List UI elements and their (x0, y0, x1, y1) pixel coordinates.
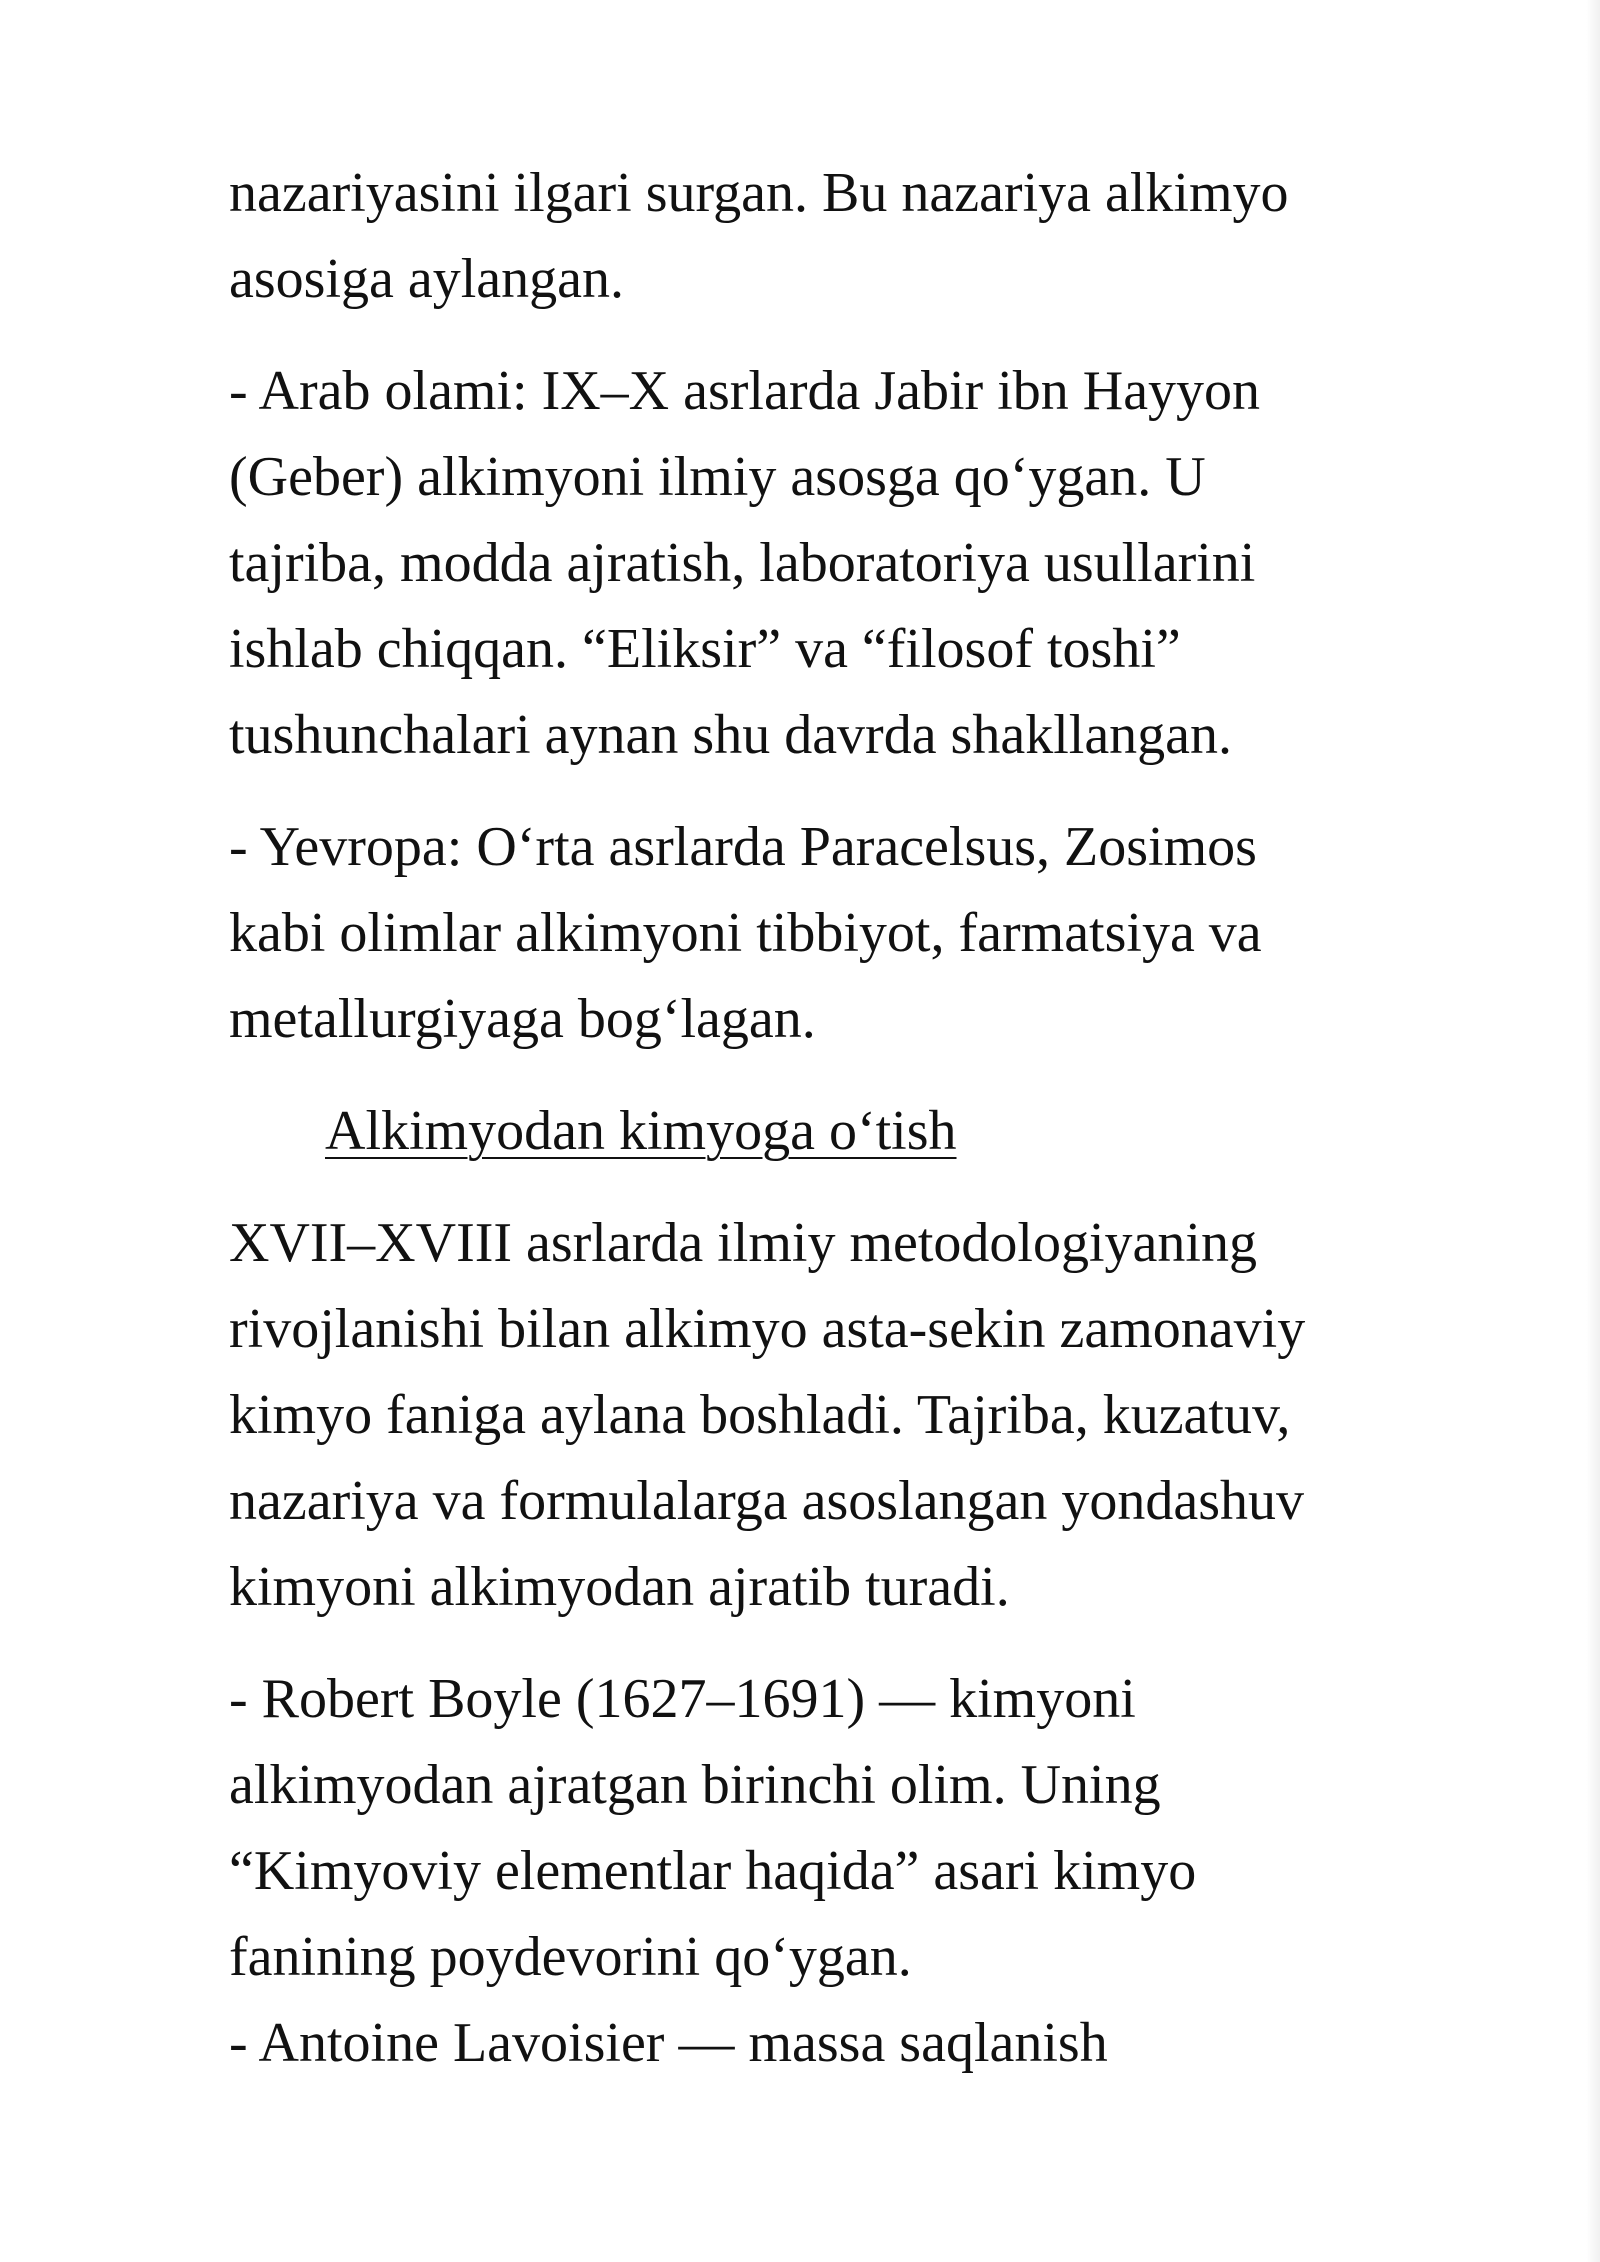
text-line: tajriba, modda ajratish, laboratoriya usullarini (229, 532, 1256, 594)
text-line: - Antoine Lavoisier — massa saqlanish (229, 2012, 1108, 2074)
text-line: nazariya va formulalarga asoslangan yondashuv (229, 1470, 1305, 1532)
section-heading (229, 1088, 1489, 1174)
document-body (229, 150, 1489, 2112)
text-line: “Kimyoviy elementlar haqida” asari kimyo (229, 1840, 1197, 1902)
paragraph-arab-world (229, 348, 1489, 778)
text-line: metallurgiyaga bog‘lagan. (229, 988, 816, 1050)
paragraph-transition (229, 1200, 1489, 1630)
text-line: kabi olimlar alkimyoni tibbiyot, farmatsiya va (229, 902, 1262, 964)
text-line: rivojlanishi bilan alkimyo asta-sekin zamonaviy (229, 1298, 1306, 1360)
text-line: tushunchalari aynan shu davrda shakllangan. (229, 704, 1233, 766)
text-line: - Robert Boyle (1627–1691) — kimyoni (229, 1668, 1136, 1730)
paragraph-boyle (229, 1656, 1489, 2000)
paragraph-theory (229, 150, 1489, 322)
text-line: - Arab olami: IX–X asrlarda Jabir ibn Hayyon (229, 360, 1261, 422)
page-edge-shadow (1586, 0, 1600, 2262)
text-line: kimyo faniga aylana boshladi. Tajriba, kuzatuv, (229, 1384, 1291, 1446)
text-line: alkimyodan ajratgan birinchi olim. Uning (229, 1754, 1161, 1816)
text-line: nazariyasini ilgari surgan. Bu nazariya alkimyo (229, 162, 1289, 224)
text-line: kimyoni alkimyodan ajratib turadi. (229, 1556, 1010, 1618)
text-line: (Geber) alkimyoni ilmiy asosga qo‘ygan. U (229, 446, 1206, 508)
text-line: asosiga aylangan. (229, 248, 624, 310)
section-heading-text: Alkimyodan kimyoga o‘tish (325, 1100, 957, 1162)
text-line: - Yevropa: O‘rta asrlarda Paracelsus, Zosimos (229, 816, 1257, 878)
paragraph-europe (229, 804, 1489, 1062)
text-line: ishlab chiqqan. “Eliksir” va “filosof toshi” (229, 618, 1181, 680)
paragraph-lavoisier (229, 2000, 1489, 2086)
text-line: fanining poydevorini qo‘ygan. (229, 1926, 912, 1988)
text-line: XVII–XVIII asrlarda ilmiy metodologiyaning (229, 1212, 1257, 1274)
